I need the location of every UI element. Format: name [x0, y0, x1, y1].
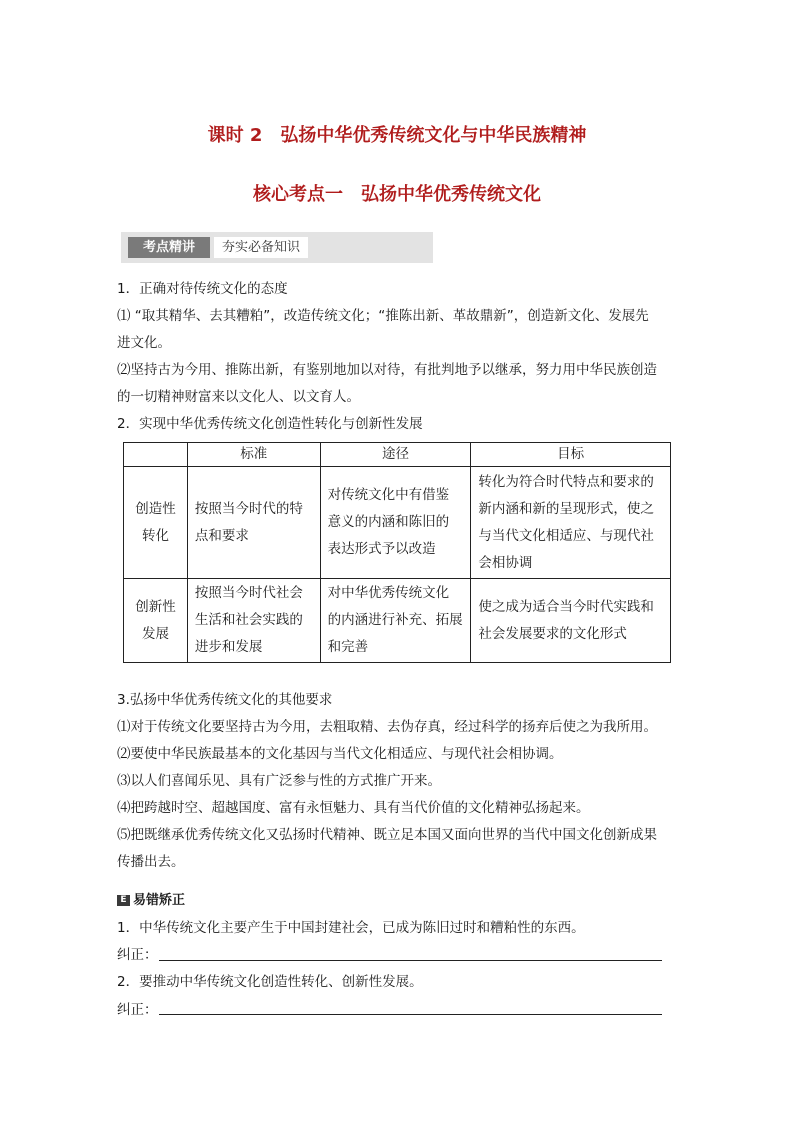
- error-correction-label: 易错矫正: [133, 893, 186, 908]
- section-title: 核心考点一 弘扬中华优秀传统文化: [253, 184, 541, 205]
- paragraph-2a: ⑵坚持古为今用、推陈出新，有鉴别地加以对待，有批判地予以继承，努力用中华民族创造: [117, 362, 657, 378]
- error-question-1: 1．中华传统文化主要产生于中国封建社会，已成为陈旧过时和糟粕性的东西。: [117, 920, 585, 936]
- requirement-5b: 传播出去。: [117, 854, 185, 870]
- requirement-1: ⑴对于传统文化要坚持古为今用，去粗取精、去伪存真，经过科学的扬弃后使之为我所用。: [117, 719, 657, 735]
- answer-line-1[interactable]: [159, 960, 662, 961]
- table-cell: 对传统文化中有借鉴 意义的内涵和陈旧的 表达形式予以改造: [320, 467, 471, 579]
- comparison-table: [123, 442, 671, 663]
- error-correction-icon: E: [117, 895, 130, 906]
- correction-label-1: 纠正：: [117, 947, 158, 963]
- section-banner: [121, 232, 433, 263]
- banner-tag: 考点精讲: [128, 237, 210, 258]
- heading-3: 3.弘扬中华优秀传统文化的其他要求: [117, 692, 333, 708]
- lesson-title: 课时 2 弘扬中华优秀传统文化与中华民族精神: [207, 125, 587, 146]
- table-header-row: [124, 443, 671, 467]
- table-header-cell: 途径: [320, 443, 471, 467]
- table-row: [124, 579, 671, 663]
- banner-subtitle: 夯实必备知识: [214, 237, 308, 258]
- table-cell: 对中华优秀传统文化 的内涵进行补充、拓展 和完善: [320, 579, 471, 663]
- table-cell: 按照当今时代社会 生活和社会实践的 进步和发展: [187, 579, 320, 663]
- error-question-2: 2．要推动中华传统文化创造性转化、创新性发展。: [117, 974, 423, 990]
- table-header-cell: 标准: [187, 443, 320, 467]
- paragraph-1b: 进文化。: [117, 335, 171, 351]
- table-row: [124, 467, 671, 579]
- row-label: 创新性 发展: [124, 579, 188, 663]
- table-cell: 按照当今时代的特 点和要求: [187, 467, 320, 579]
- paragraph-1a: ⑴ “取其精华、去其糟粕”，改造传统文化；“推陈出新、革故鼎新”，创造新文化、发展先: [117, 308, 649, 324]
- correction-label-2: 纠正：: [117, 1002, 158, 1018]
- requirement-2: ⑵要使中华民族最基本的文化基因与当代文化相适应、与现代社会相协调。: [117, 746, 563, 762]
- heading-2: 2．实现中华优秀传统文化创造性转化与创新性发展: [117, 416, 423, 432]
- requirement-4: ⑷把跨越时空、超越国度、富有永恒魅力、具有当代价值的文化精神弘扬起来。: [117, 800, 590, 816]
- requirement-3: ⑶以人们喜闻乐见、具有广泛参与性的方式推广开来。: [117, 773, 441, 789]
- paragraph-2b: 的一切精神财富来以文化人、以文育人。: [117, 389, 360, 405]
- table-cell: 使之成为适合当今时代实践和 社会发展要求的文化形式: [471, 579, 671, 663]
- row-label: 创造性 转化: [124, 467, 188, 579]
- error-correction-heading: [117, 889, 185, 908]
- table-cell: 转化为符合时代特点和要求的 新内涵和新的呈现形式，使之 与当代文化相适应、与现代社 会相协调: [471, 467, 671, 579]
- table-header-cell: [124, 443, 188, 467]
- requirement-5a: ⑸把既继承优秀传统文化又弘扬时代精神、既立足本国又面向世界的当代中国文化创新成果: [117, 827, 657, 843]
- answer-line-2[interactable]: [159, 1014, 662, 1015]
- table-header-cell: 目标: [471, 443, 671, 467]
- heading-1: 1．正确对待传统文化的态度: [117, 281, 288, 297]
